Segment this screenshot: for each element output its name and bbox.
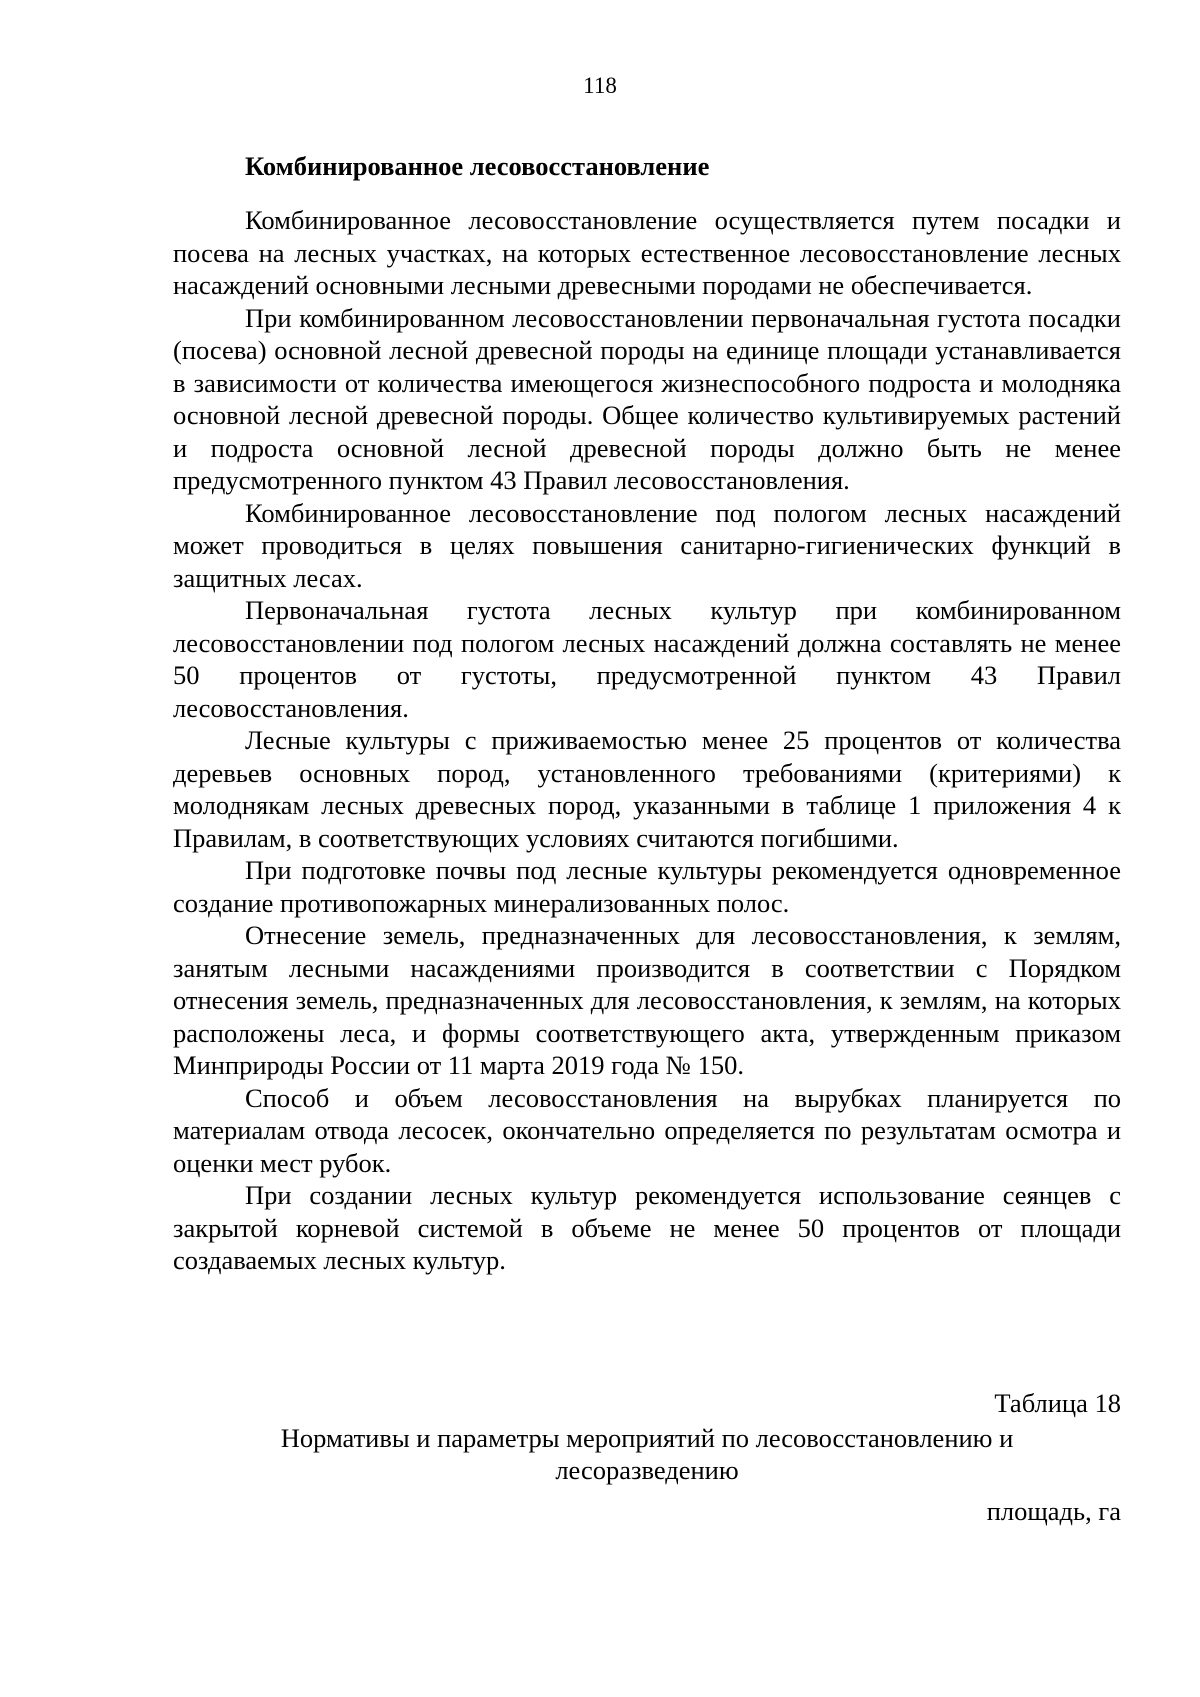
paragraph: Комбинированное лесовосстановление под пологом лесных насаждений может проводиться в целях повышения санитарно-гигиенических функций в защитных лесах. bbox=[173, 497, 1121, 593]
table-title: Нормативы и параметры мероприятий по лесовосстановлению и лесоразведению bbox=[280, 1422, 1014, 1485]
paragraph: Первоначальная густота лесных культур при комбинированном лесовосстановлении под пологом лесных насаждений должна составлять не менее 50 процентов от густоты, предусмотренной пунктом 43 Правил лесовосстановления. bbox=[173, 595, 1121, 723]
page-number: 118 bbox=[583, 73, 617, 98]
document-body bbox=[173, 150, 1121, 1277]
table-number-label: Таблица 18 bbox=[994, 1388, 1121, 1418]
paragraph: При подготовке почвы под лесные культуры рекомендуется одновременное создание противопожарных минерализованных полос. bbox=[173, 855, 1121, 918]
paragraph: Отнесение земель, предназначенных для лесовосстановления, к землям, занятым лесными насаждениями производится в соответствии с Порядком отнесения земель, предназначенных для лесовосстановления, к землям, на которых расположены леса, и формы соответствующего акта, утвержденным приказом Минприроды России от 11 марта 2019 года № 150. bbox=[173, 920, 1121, 1080]
paragraph: Способ и объем лесовосстановления на вырубках планируется по материалам отвода лесосек, окончательно определяется по результатам осмотра и оценки мест рубок. bbox=[173, 1082, 1121, 1178]
paragraph: Комбинированное лесовосстановление осуществляется путем посадки и посева на лесных участках, на которых естественное лесовосстановление лесных насаждений основными лесными древесными породами не обеспечивается. bbox=[173, 205, 1121, 300]
table-unit-label: площадь, га bbox=[986, 1495, 1121, 1526]
table-caption bbox=[173, 1387, 1121, 1527]
paragraph: При создании лесных культур рекомендуется использование сеянцев с закрытой корневой системой в объеме не менее 50 процентов от площади создаваемых лесных культур. bbox=[173, 1180, 1121, 1275]
paragraph: Лесные культуры с приживаемостью менее 25 процентов от количества деревьев основных пород, установленного требованиями (критериями) к молоднякам лесных древесных пород, указанными в таблице 1 приложения 4 к Правилам, в соответствующих условиях считаются погибшими. bbox=[173, 725, 1121, 853]
paragraph: При комбинированном лесовосстановлении первоначальная густота посадки (посева) основной лесной древесной породы на единице площади устанавливается в зависимости от количества имеющегося жизнеспособного подроста и молодняка основной лесной древесной породы. Общее количество культивируемых растений и подроста основной лесной древесной породы должно быть не менее предусмотренного пунктом 43 Правил лесовосстановления. bbox=[173, 302, 1121, 495]
section-heading: Комбинированное лесовосстановление bbox=[245, 151, 710, 181]
